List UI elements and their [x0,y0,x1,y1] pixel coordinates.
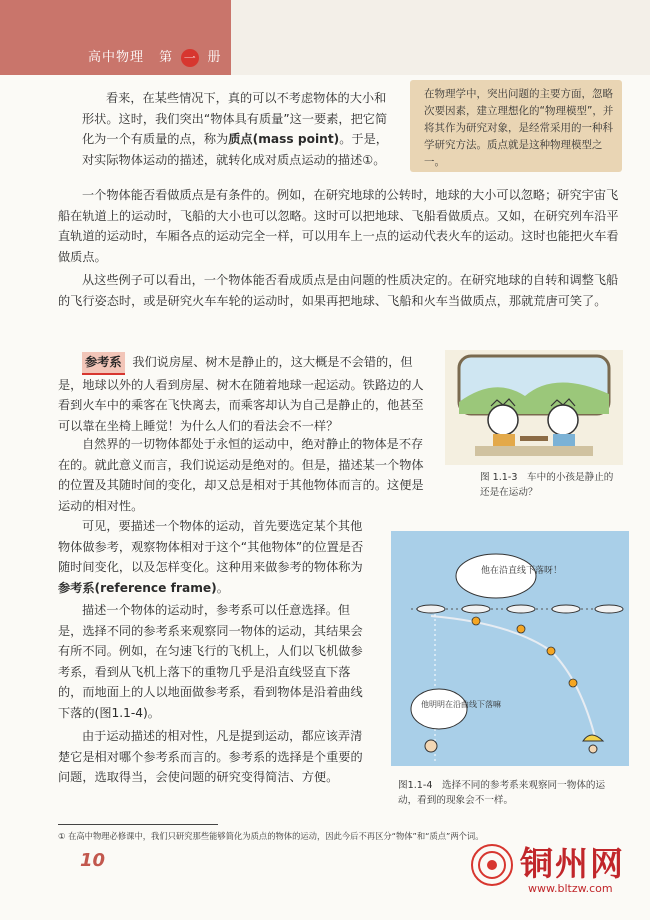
paragraph-text: 。 [216,580,229,595]
figure-1-1-4-caption: 图1.1-4 选择不同的参考系来观察同一物体的运动，看到的现象会不一样。 [398,780,606,806]
site-logo-icon [470,843,514,887]
sidebar-note-text: 在物理学中，突出问题的主要方面，忽略次要因素，建立理想化的“物理模型”，并将其作为研究对象，是经常采用的一种科学研究方法。质点就是这种物理模型之一。 [424,88,614,168]
footnote: ① 在高中物理必修课中，我们只研究那些能够简化为质点的物体的运动，因此今后不再区分“物体”和“质点”两个词。 [58,831,484,841]
paragraph-conditions: 一个物体能否看做质点是有条件的。例如，在研究地球的公转时，地球的大小可以忽略；研究宇宙飞船在轨道上的运动时，飞船的大小也可以忽略。这时可以把地球、飞船看做质点。又如，在研究列车沿平直轨道的运动时，车厢各点的运动完全一样，可以用车上一点的运动代表火车的运动。这时也能把火车看做质点。 [58,188,619,264]
page-number: 10 [80,850,106,871]
paragraph-reference-frame-intro [58,352,435,436]
figure-1-1-3-caption: 图 1.1-3 车中的小孩是静止的还是在运动？ [480,472,614,498]
figure-falling-object [391,531,629,766]
section-tag-reference-frame: 参考系 [82,352,125,375]
figure-train-children [445,350,623,465]
paragraph-text: 。于是，对实际物体运动的描述，就转化成对质点运动的描述①。 [82,132,388,167]
header-right-band [231,0,650,75]
paragraph-relativity: 自然界的一切物体都处于永恒的运动中，绝对静止的物体是不存在的。就此意义而言，我们说运动是绝对的。但是，描述某一个物体的位置及其随时间的变化，却又总是相对于其他物体而言的。这便是运动的相对性。 [58,437,424,513]
book-title [88,46,221,67]
term-mass-point: 质点(mass point) [228,132,340,146]
paragraph-text: 看来，在某些情况下，真的可以不考虑物体的大小和形状。这时，我们突出“物体具有质量”这一要素，把它简化为一个有质量的点，称为 [82,91,388,146]
book-title-di: 第 [159,50,174,65]
paragraph-reference-definition [58,516,368,598]
footnote-divider [58,824,218,825]
paragraph-examples: 从这些例子可以看出，一个物体能否看成质点是由问题的性质决定的。在研究地球的自转和调整飞船的飞行姿态时，或是研究火车车轮的运动时，如果再把地球、飞船和火车当做质点，那就荒唐可笑了。 [58,273,619,308]
paragraph-text: 我们说房屋、树木是静止的，这大概是不会错的，但是，地球以外的人看到房屋、树木在随着地球一起运动。铁路边的人看到火车中的乘客在飞快离去，而乘客却认为自己是静止的，他甚至可以靠在坐椅上睡觉！为什么人们的看法会不一样？ [58,355,424,433]
watermark-url[interactable]: www.bltzw.com [528,882,613,895]
paragraph-mass-point [82,88,389,170]
book-title-ce: 册 [207,50,222,65]
paragraph-text: 可见，要描述一个物体的运动，首先要选定某个其他物体做参考，观察物体相对于这个“其他物体”的位置是否随时间变化，以及怎样变化。这种用来做参考的物体称为 [58,519,364,574]
speech-bubble-curve: 他明明在沿曲线下落嘛 [421,700,501,709]
watermark-site-name: 铜州网 [520,844,625,883]
paragraph-arbitrary-choice: 描述一个物体的运动时，参考系可以任意选择。但是，选择不同的参考系来观察同一物体的运动，其结果会有所不同。例如，在匀速飞行的飞机上，人们以飞机做参考系，看到从飞机上落下的重物几乎是沿直线竖直下落的，而地面上的人以地面做参考系，看到物体是沿着曲线下落的(图1.1-4)。 [58,603,363,720]
book-title-text: 高中物理 [88,50,145,65]
term-reference-frame: 参考系(reference frame) [58,580,217,595]
volume-badge: 一 [181,49,199,67]
speech-bubble-straight-line: 他在沿直线下落呀！ [481,566,563,576]
paragraph-relativity-summary: 由于运动描述的相对性，凡是提到运动，都应该弄清楚它是相对哪个参考系而言的。参考系的选择是个重要的问题，选取得当，会使问题的研究变得简洁、方便。 [58,729,363,784]
